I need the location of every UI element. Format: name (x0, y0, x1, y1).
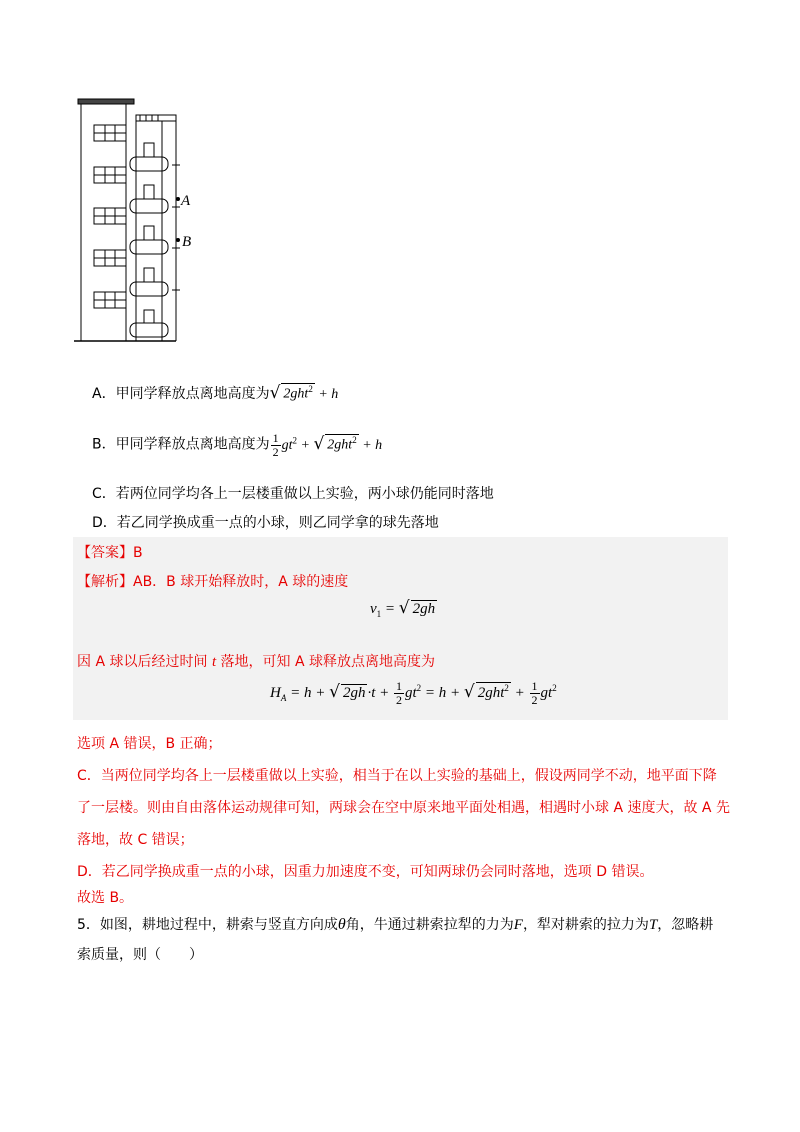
q5-text-3: ，犁对耕索的拉力为 (522, 917, 649, 933)
building-figure (70, 95, 200, 345)
q5-theta: θ (337, 916, 346, 933)
answer-label: 【答案】 (77, 545, 133, 561)
point-a (176, 197, 180, 201)
answer-value: B (133, 545, 143, 561)
analysis-c-line-3: 落地，故 C 错误； (77, 832, 194, 848)
q5-text-1: 5．如图，耕地过程中，耕索与竖直方向成 (77, 917, 338, 933)
q5-text-4: ，忽略耕 (657, 917, 714, 933)
eq1-sub: 1 (376, 609, 382, 619)
analysis-c-line-2: 了一层楼。则由自由落体运动规律可知，两球会在空中原来地平面处相遇，相遇时小球 A 速度大，故 A 先 (77, 800, 730, 816)
analysis-label: 【解析】 (77, 574, 133, 590)
analysis-line-1 (77, 571, 348, 591)
option-a (92, 383, 338, 403)
q5-t: T (648, 917, 658, 933)
label-a: A (181, 193, 191, 209)
question-5-line-1 (77, 914, 713, 934)
option-b-formula: $\frac{1}{2}$ $gt^2$ + √ 2ght$^2$ + h (272, 431, 383, 459)
eq1-lhs: v (370, 601, 377, 617)
q5-text-2: 角，牛通过耕索拉犁的力为 (345, 917, 514, 933)
point-b (176, 238, 180, 242)
analysis-line-3: 选项 A 错误，B 正确； (77, 736, 222, 752)
option-b-text: B．甲同学释放点离地高度为 (92, 436, 270, 453)
equation-v1: $v_1$ = √ 2gh (370, 598, 436, 619)
analysis-d-line: D．若乙同学换成重一点的小球，因重力加速度不变，可知两球仍会同时落地，选项 D 错误。 (77, 864, 654, 880)
analysis-c-line-1: C．当两位同学均各上一层楼重做以上实验，相当于在以上实验的基础上，假设两同学不动，地平面下降 (77, 768, 717, 784)
label-b: B (182, 234, 192, 250)
analysis-text-2a: 因 A 球以后经过时间 (77, 654, 212, 670)
analysis-text-2b: 落地，可知 A 球释放点离地高度为 (216, 654, 436, 670)
option-d: D．若乙同学换成重一点的小球，则乙同学拿的球先落地 (92, 515, 439, 531)
option-b (92, 432, 382, 459)
analysis-line-2 (77, 651, 435, 671)
analysis-t: t (211, 654, 217, 670)
option-a-text: A．甲同学释放点离地高度为 (92, 386, 270, 402)
q5-f: F (513, 917, 523, 933)
analysis-text-1: AB．B 球开始释放时，A 球的速度 (133, 574, 349, 590)
answer-line (77, 542, 143, 562)
option-a-formula: √ 2ght$^2$ + h (269, 383, 339, 403)
option-c: C．若两位同学均各上一层楼重做以上实验，两小球仍能同时落地 (92, 486, 494, 502)
question-5-line-2: 索质量，则（ ） (77, 947, 203, 963)
equation-ha: $H_A = h$ + √ 2gh ·t + $\frac{1}{2}$ $gt^2 = h$ + √ 2ght$^2$ + $\frac{1}{2}$ $gt^2$ (270, 679, 557, 707)
analysis-final: 故选 B。 (77, 890, 134, 906)
window-column (94, 125, 126, 308)
eq1-radicand: 2gh (412, 601, 436, 617)
